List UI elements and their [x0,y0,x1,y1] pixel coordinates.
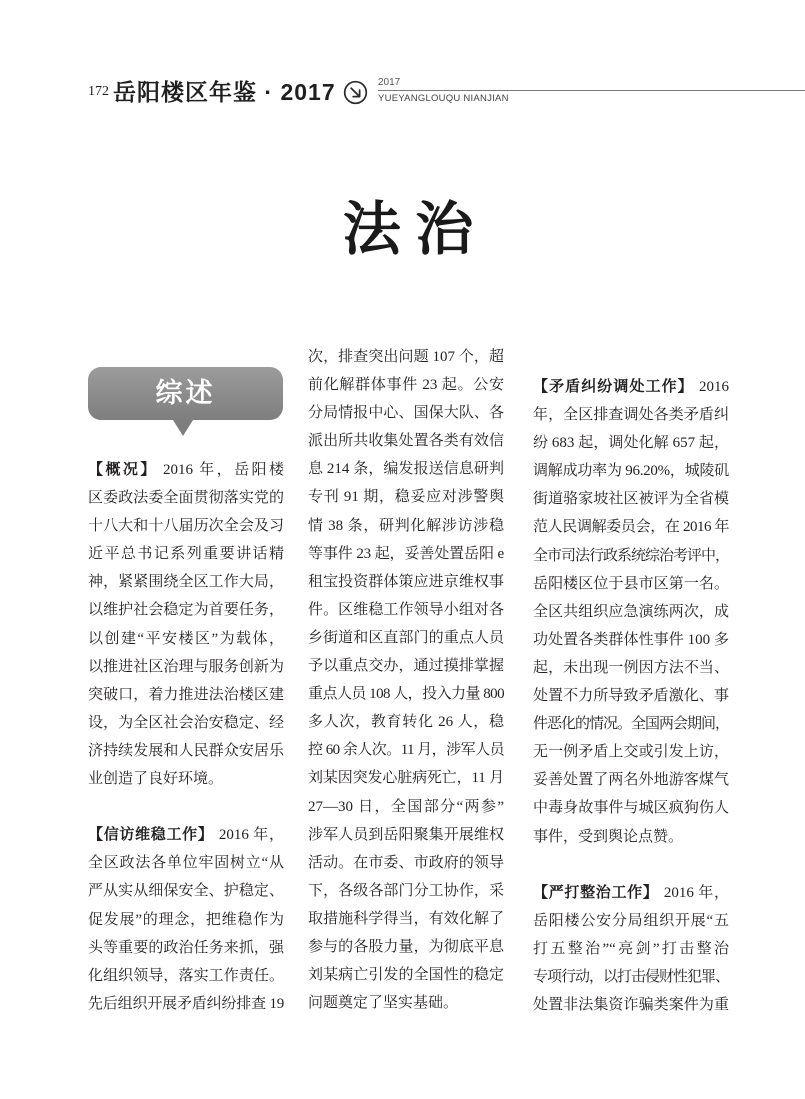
text-line: 息 214 条，编发报送信息研判 [308,461,504,478]
text-line: 以维护社会稳定为首要任务， [88,602,284,619]
text-line: 岳阳楼区位于县市区第一名。 [533,575,729,592]
text-line: 起，未出现一例因方法不当、 [533,659,729,676]
text-line: 专项行动，以打击侵财性犯罪、 [533,968,729,985]
text-line: 专刊 91 期，稳妥应对涉警舆 [308,489,504,506]
text-line: 活动。在市委、市政府的领导 [308,854,504,871]
text-line: 以推进社区治理与服务创新为 [88,658,284,675]
text-line: 业创造了良好环境。 [88,771,224,788]
text-line [533,879,729,907]
section-badge-label: 综述 [155,378,216,408]
paragraph-label: 【矛盾纠纷调处工作】 [533,378,694,395]
text-line [533,373,729,401]
text-line: 等事件 23 起，妥善处置岳阳 e [308,545,504,562]
circled-arrow-icon [343,80,368,105]
page-number: 172 [88,84,109,99]
text-line: 问题奠定了坚实基础。 [308,995,459,1012]
text-line: 年，全区排查调处各类矛盾纠 [533,407,729,424]
text-line: 济持续发展和人民群众安居乐 [88,742,284,759]
text-line: 无一例矛盾上交或引发上访， [533,744,729,761]
text-line: 情 38 条，研判化解涉访涉稳 [308,517,504,534]
text-line: 刘某因突发心脏病死亡，11 月 [308,770,504,787]
header-year: 2017 [378,77,401,88]
text-line: 下，各级各部门分工协作，采 [308,882,504,899]
paragraph [533,879,729,1019]
paragraph-label: 【信访维稳工作】 [88,826,214,844]
text-line: 突破口，着力推进法治楼区建 [88,686,284,703]
text-line: 头等重要的政治任务来抓，强 [88,939,284,956]
text-line: 件恶化的情况。全国两会期间， [533,716,729,733]
text-line: 重点人员 108 人，投入力量 800 [308,686,504,703]
text-line: 中毒身故事件与城区疯狗伤人 [533,800,729,817]
text-line: 促发展”的理念，把维稳作为 [88,911,284,928]
text-line: 予以重点交办，通过摸排掌握 [308,658,504,675]
text-line: 岳阳楼公安分局组织开展“五 [533,912,729,929]
text-line: 设，为全区社会治安稳定、经 [88,714,284,731]
text-line [88,821,284,849]
paragraph [308,343,504,1017]
text-column-3 [533,373,729,1019]
paragraph-label: 【概况】 [88,461,158,478]
paragraph-text: 2016 年， [663,884,729,901]
paragraph-text: 2016 年，岳阳楼 [163,462,284,478]
text-line: 区委政法委全面贯彻落实党的 [88,490,284,507]
chapter-title: 法 治 [342,197,474,262]
text-line: 刘某病亡引发的全国性的稳定 [308,967,504,984]
header-rule [378,90,805,91]
book-title: 岳阳楼区年鉴 · 2017 [113,79,336,105]
header-pinyin: YUEYANGLOUQU NIANJIAN [378,93,509,104]
paragraph-text: 2016 年， [218,827,284,844]
paragraph-label: 【严打整治工作】 [533,883,659,901]
text-line: 处置非法集资诈骗类案件为重 [533,997,729,1014]
text-line: 神，紧紧围绕全区工作大局， [88,574,284,591]
paragraph [533,373,729,851]
paragraph [88,821,284,1018]
text-line: 调解成功率为 96.20%，城陵矶 [533,463,729,480]
text-line: 次，排查突出问题 107 个，超 [308,349,504,365]
text-line: 近平总书记系列重要讲话精 [88,546,284,563]
text-column-1 [88,456,284,1018]
text-line: 全区政法各单位牢固树立“从 [88,855,284,872]
text-column-2 [308,343,504,1017]
text-line: 打五整治”“亮剑”打击整治 [533,940,729,957]
text-line: 严从实从细保安全、护稳定、 [88,883,284,900]
text-line: 派出所共收集处置各类有效信 [308,433,504,450]
text-line: 件。区维稳工作领导小组对各 [308,601,504,618]
text-line: 全区共组织应急演练两次，成 [533,603,729,620]
text-line: 租宝投资群体策应进京维权事 [308,573,504,590]
text-line: 妥善处置了两名外地游客煤气 [533,772,729,789]
text-line: 纷 683 起，调处化解 657 起， [533,435,729,452]
text-line: 涉军人员到岳阳聚集开展维权 [308,826,504,843]
section-badge [88,367,283,420]
text-line: 前化解群体事件 23 起。公安 [308,377,504,394]
paragraph [88,456,284,793]
text-line: 以创建“平安楼区”为载体， [88,630,284,647]
text-line: 功处置各类群体性事件 100 多 [533,631,729,648]
text-line: 控 60 余人次。11 月，涉军人员 [308,742,504,759]
text-line: 事件，受到舆论点赞。 [533,828,684,845]
text-line: 全市司法行政系统综治考评中， [533,547,729,564]
text-line: 多人次，教育转化 26 人，稳 [308,714,504,731]
text-line: 取措施科学得当，有效化解了 [308,910,504,927]
text-line: 十八大和十八届历次全会及习 [88,518,284,535]
text-line: 乡街道和区直部门的重点人员 [308,629,504,646]
text-line: 27—30 日，全国部分“两参” [308,798,504,815]
text-line [88,456,284,484]
text-line: 分局情报中心、国保大队、各 [308,405,504,422]
text-line: 街道骆家坡社区被评为全省模 [533,491,729,508]
text-line: 先后组织开展矛盾纠纷排查 19 [88,995,284,1012]
text-line: 化组织领导，落实工作责任。 [88,967,284,984]
text-line: 范人民调解委员会，在 2016 年 [533,519,729,536]
text-line: 参与的各股力量，为彻底平息 [308,938,504,955]
text-line: 处置不力所导致矛盾激化、事 [533,688,729,705]
paragraph-text: 2016 [699,379,729,395]
